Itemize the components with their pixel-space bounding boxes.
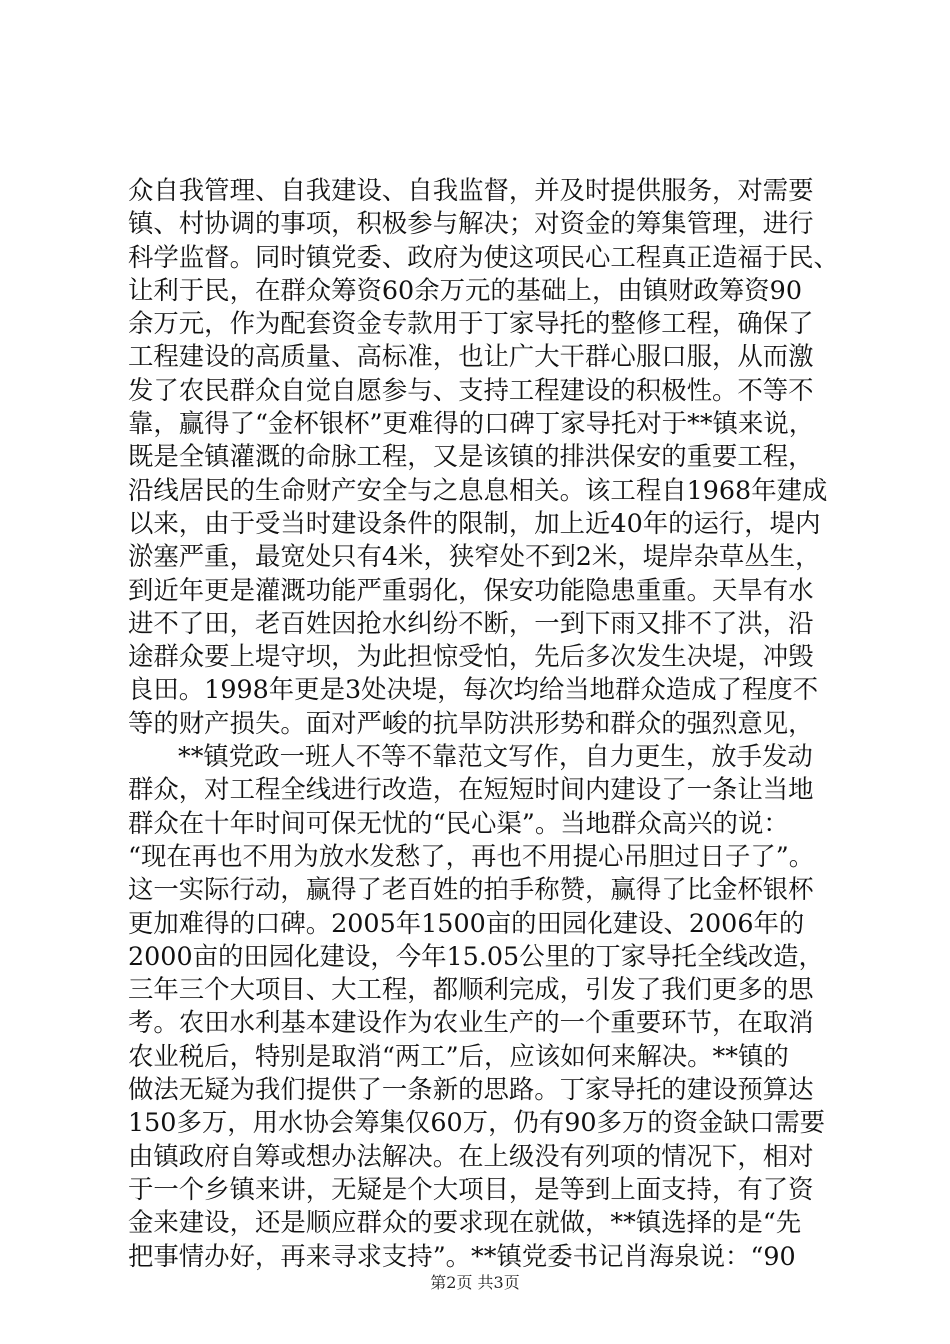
text-line: 等的财产损失。面对严峻的抗旱防洪形势和群众的强烈意见，	[128, 707, 814, 738]
text-line: 于一个乡镇来讲，无疑是个大项目，是等到上面支持，有了资	[128, 1173, 814, 1204]
text-line: 群众在十年时间可保无忧的“民心渠”。当地群众高兴的说：	[128, 807, 789, 838]
text-line: 群众，对工程全线进行改造，在短短时间内建设了一条让当地	[128, 774, 814, 805]
text-line: 进不了田，老百姓因抢水纠纷不断，一到下雨又排不了洪，沿	[128, 607, 814, 638]
text-line: 靠，赢得了“金杯银杯”更难得的口碑丁家导托对于**镇来说，	[128, 408, 815, 439]
text-line: “现在再也不用为放水发愁了，再也不用提心吊胆过日子了”。	[128, 840, 815, 871]
text-line: 这一实际行动，赢得了老百姓的拍手称赞，赢得了比金杯银杯	[128, 874, 814, 905]
body-text	[128, 174, 839, 1273]
text-line: 以来，由于受当时建设条件的限制，加上近40年的运行，堤内	[128, 507, 821, 538]
text-line: 工程建设的高质量、高标准，也让广大干群心服口服，从而激	[128, 341, 814, 372]
text-line: 金来建设，还是顺应群众的要求现在就做，**镇选择的是“先	[128, 1207, 802, 1238]
paragraph-start-line: **镇党政一班人不等不靠范文写作，自力更生，放手发动	[178, 741, 813, 772]
text-line: 淤塞严重，最宽处只有4米，狭窄处不到2米，堤岸杂草丛生，	[128, 541, 821, 572]
text-line: 更加难得的口碑。2005年1500亩的田园化建设、2006年的	[128, 907, 805, 938]
text-line: 发了农民群众自觉自愿参与、支持工程建设的积极性。不等不	[128, 374, 814, 405]
text-line: 沿线居民的生命财产安全与之息息相关。该工程自1968年建成	[128, 474, 828, 505]
text-line: 途群众要上堤守坝，为此担惊受怕，先后多次发生决堤，冲毁	[128, 641, 814, 672]
text-line: 镇、村协调的事项，积极参与解决；对资金的筹集管理，进行	[128, 208, 814, 239]
text-line: 让利于民，在群众筹资60余万元的基础上，由镇财政筹资90	[128, 274, 802, 305]
text-line: 余万元，作为配套资金专款用于丁家导托的整修工程，确保了	[128, 308, 814, 339]
text-line: 到近年更是灌溉功能严重弱化，保安功能隐患重重。天旱有水	[128, 574, 814, 605]
text-line: 三年三个大项目、大工程，都顺利完成，引发了我们更多的思	[128, 974, 814, 1005]
text-line: 2000亩的田园化建设，今年15.05公里的丁家导托全线改造，	[128, 940, 824, 971]
text-line: 良田。1998年更是3处决堤，每次均给当地群众造成了程度不	[128, 674, 819, 705]
text-line: 由镇政府自筹或想办法解决。在上级没有列项的情况下，相对	[128, 1140, 814, 1171]
text-line: 既是全镇灌溉的命脉工程，又是该镇的排洪保安的重要工程，	[128, 441, 814, 472]
text-line: 做法无疑为我们提供了一条新的思路。丁家导托的建设预算达	[128, 1074, 814, 1105]
text-line: 科学监督。同时镇党委、政府为使这项民心工程真正造福于民、	[128, 241, 839, 272]
text-line: 把事情办好，再来寻求支持”。**镇党委书记肖海泉说：“90	[128, 1240, 796, 1271]
text-line: 众自我管理、自我建设、自我监督，并及时提供服务，对需要	[128, 175, 814, 205]
page-footer	[0, 1270, 950, 1293]
text-line: 150多万，用水协会筹集仅60万，仍有90多万的资金缺口需要	[128, 1107, 826, 1138]
page-number-label: 第2页 共3页	[430, 1273, 520, 1292]
text-line: 考。农田水利基本建设作为农业生产的一个重要环节，在取消	[128, 1007, 814, 1038]
text-line: 农业税后，特别是取消“两工”后，应该如何来解决。**镇的	[128, 1040, 789, 1071]
